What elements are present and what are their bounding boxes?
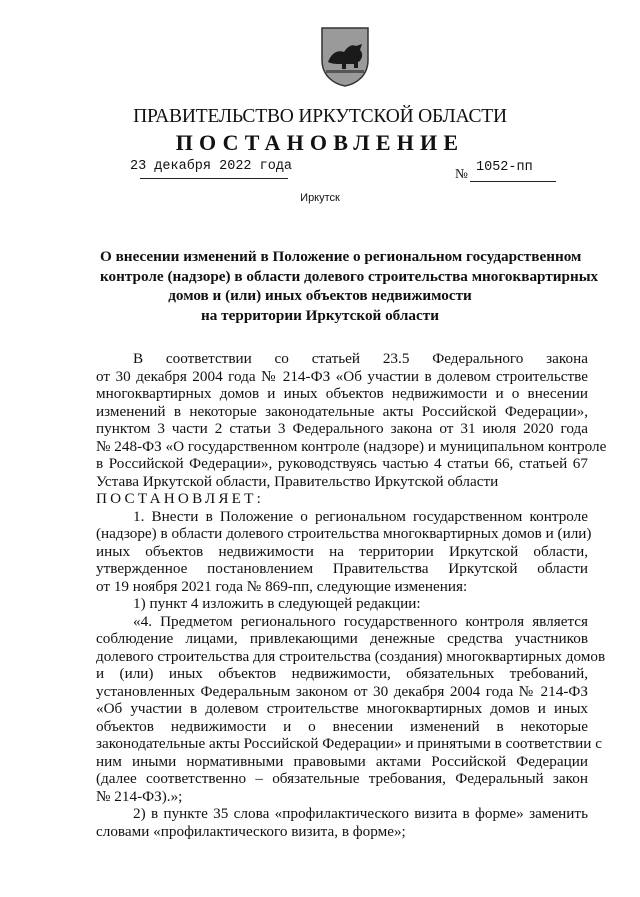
text-line: иных объектов недвижимости на территории Иркутской области,: [96, 542, 588, 560]
text-line: В соответствии со статьей 23.5 Федерального закона: [133, 350, 588, 367]
text-line: долевого строительства для строительства (создания) многоквартирных домов: [96, 647, 606, 665]
document-date: 23 декабря 2022 года: [130, 159, 293, 174]
text-line: изменений в некоторые законодательные акты Российской Федерации»,: [96, 402, 588, 420]
preamble-paragraph: [96, 350, 607, 490]
text-line: (надзоре) в области долевого строительства многоквартирных домов и (или): [96, 525, 592, 542]
city: Иркутск: [300, 192, 340, 204]
resolves-heading: ПОСТАНОВЛЯЕТ:: [96, 490, 265, 507]
text-line: объектов недвижимости и о внесении изменений в некоторые: [96, 717, 588, 735]
text-line: «Об участии в долевом строительстве многоквартирных домов и иных: [96, 700, 588, 717]
title-line: домов и (или) иных объектов недвижимости: [168, 287, 472, 304]
sub-item-1: 1) пункт 4 изложить в следующей редакции:: [133, 595, 421, 612]
text-line: 1. Внести в Положение о региональном государственном контроле: [133, 507, 588, 525]
text-line: и (или) иных объектов недвижимости, обязательных требований,: [96, 665, 588, 682]
text-line: (далее соответственно – обязательные требования, Федеральный закон: [96, 770, 588, 787]
text-line: от 30 декабря 2004 года № 214-ФЗ «Об участии в долевом строительстве: [96, 367, 588, 385]
text-line: многоквартирных домов и иных объектов недвижимости и о внесении: [96, 385, 588, 402]
quoted-paragraph: [96, 612, 606, 806]
text-line: пунктом 3 части 2 статьи 3 Федерального закона от 31 июля 2020 года: [96, 420, 588, 437]
text-line: № 214-ФЗ).»;: [96, 787, 183, 805]
government-name: ПРАВИТЕЛЬСТВО ИРКУТСКОЙ ОБЛАСТИ: [133, 106, 507, 127]
text-line: 2) в пункте 35 слова «профилактического визита в форме» заменить: [133, 805, 588, 822]
text-line: «4. Предметом регионального государственного контроля является: [133, 612, 588, 630]
text-line: № 248-ФЗ «О государственном контроле (надзоре) и муниципальном контроле: [96, 437, 607, 455]
title-line: О внесении изменений в Положение о региональном государственном: [100, 248, 582, 265]
item-1-paragraph: [96, 507, 592, 596]
document-number: 1052-пп: [476, 160, 533, 175]
number-sign: №: [455, 166, 468, 181]
text-line: ним иными нормативными правовыми актами Российской Федерации: [96, 752, 588, 770]
text-line: в Российской Федерации», руководствуясь частью 4 статьи 66, статьей 67: [96, 455, 588, 472]
date-underline: [140, 178, 288, 179]
document-type: ПОСТАНОВЛЕНИЕ: [175, 130, 465, 155]
document-title: [100, 247, 599, 325]
number-underline: [470, 181, 556, 182]
text-line: утвержденное постановлением Правительства Иркутской области: [96, 560, 588, 577]
text-line: соблюдение лицами, привлекающими денежные средства участников: [96, 630, 588, 647]
text-line: Устава Иркутской области, Правительство Иркутской области: [96, 472, 499, 490]
document-body: [96, 350, 607, 840]
title-line: на территории Иркутской области: [201, 306, 439, 324]
coat-of-arms-icon: [318, 22, 372, 88]
sub-item-2: [96, 805, 588, 840]
text-line: словами «профилактического визита, в форме»;: [96, 822, 406, 840]
text-line: установленных Федеральным законом от 30 декабря 2004 года № 214-ФЗ: [96, 682, 588, 700]
text-line: от 19 ноября 2021 года № 869-пп, следующие изменения:: [96, 577, 468, 595]
text-line: законодательные акты Российской Федерации» и принятыми в соответствии с: [96, 735, 602, 752]
title-line: контроле (надзоре) в области долевого строительства многоквартирных: [100, 267, 599, 285]
